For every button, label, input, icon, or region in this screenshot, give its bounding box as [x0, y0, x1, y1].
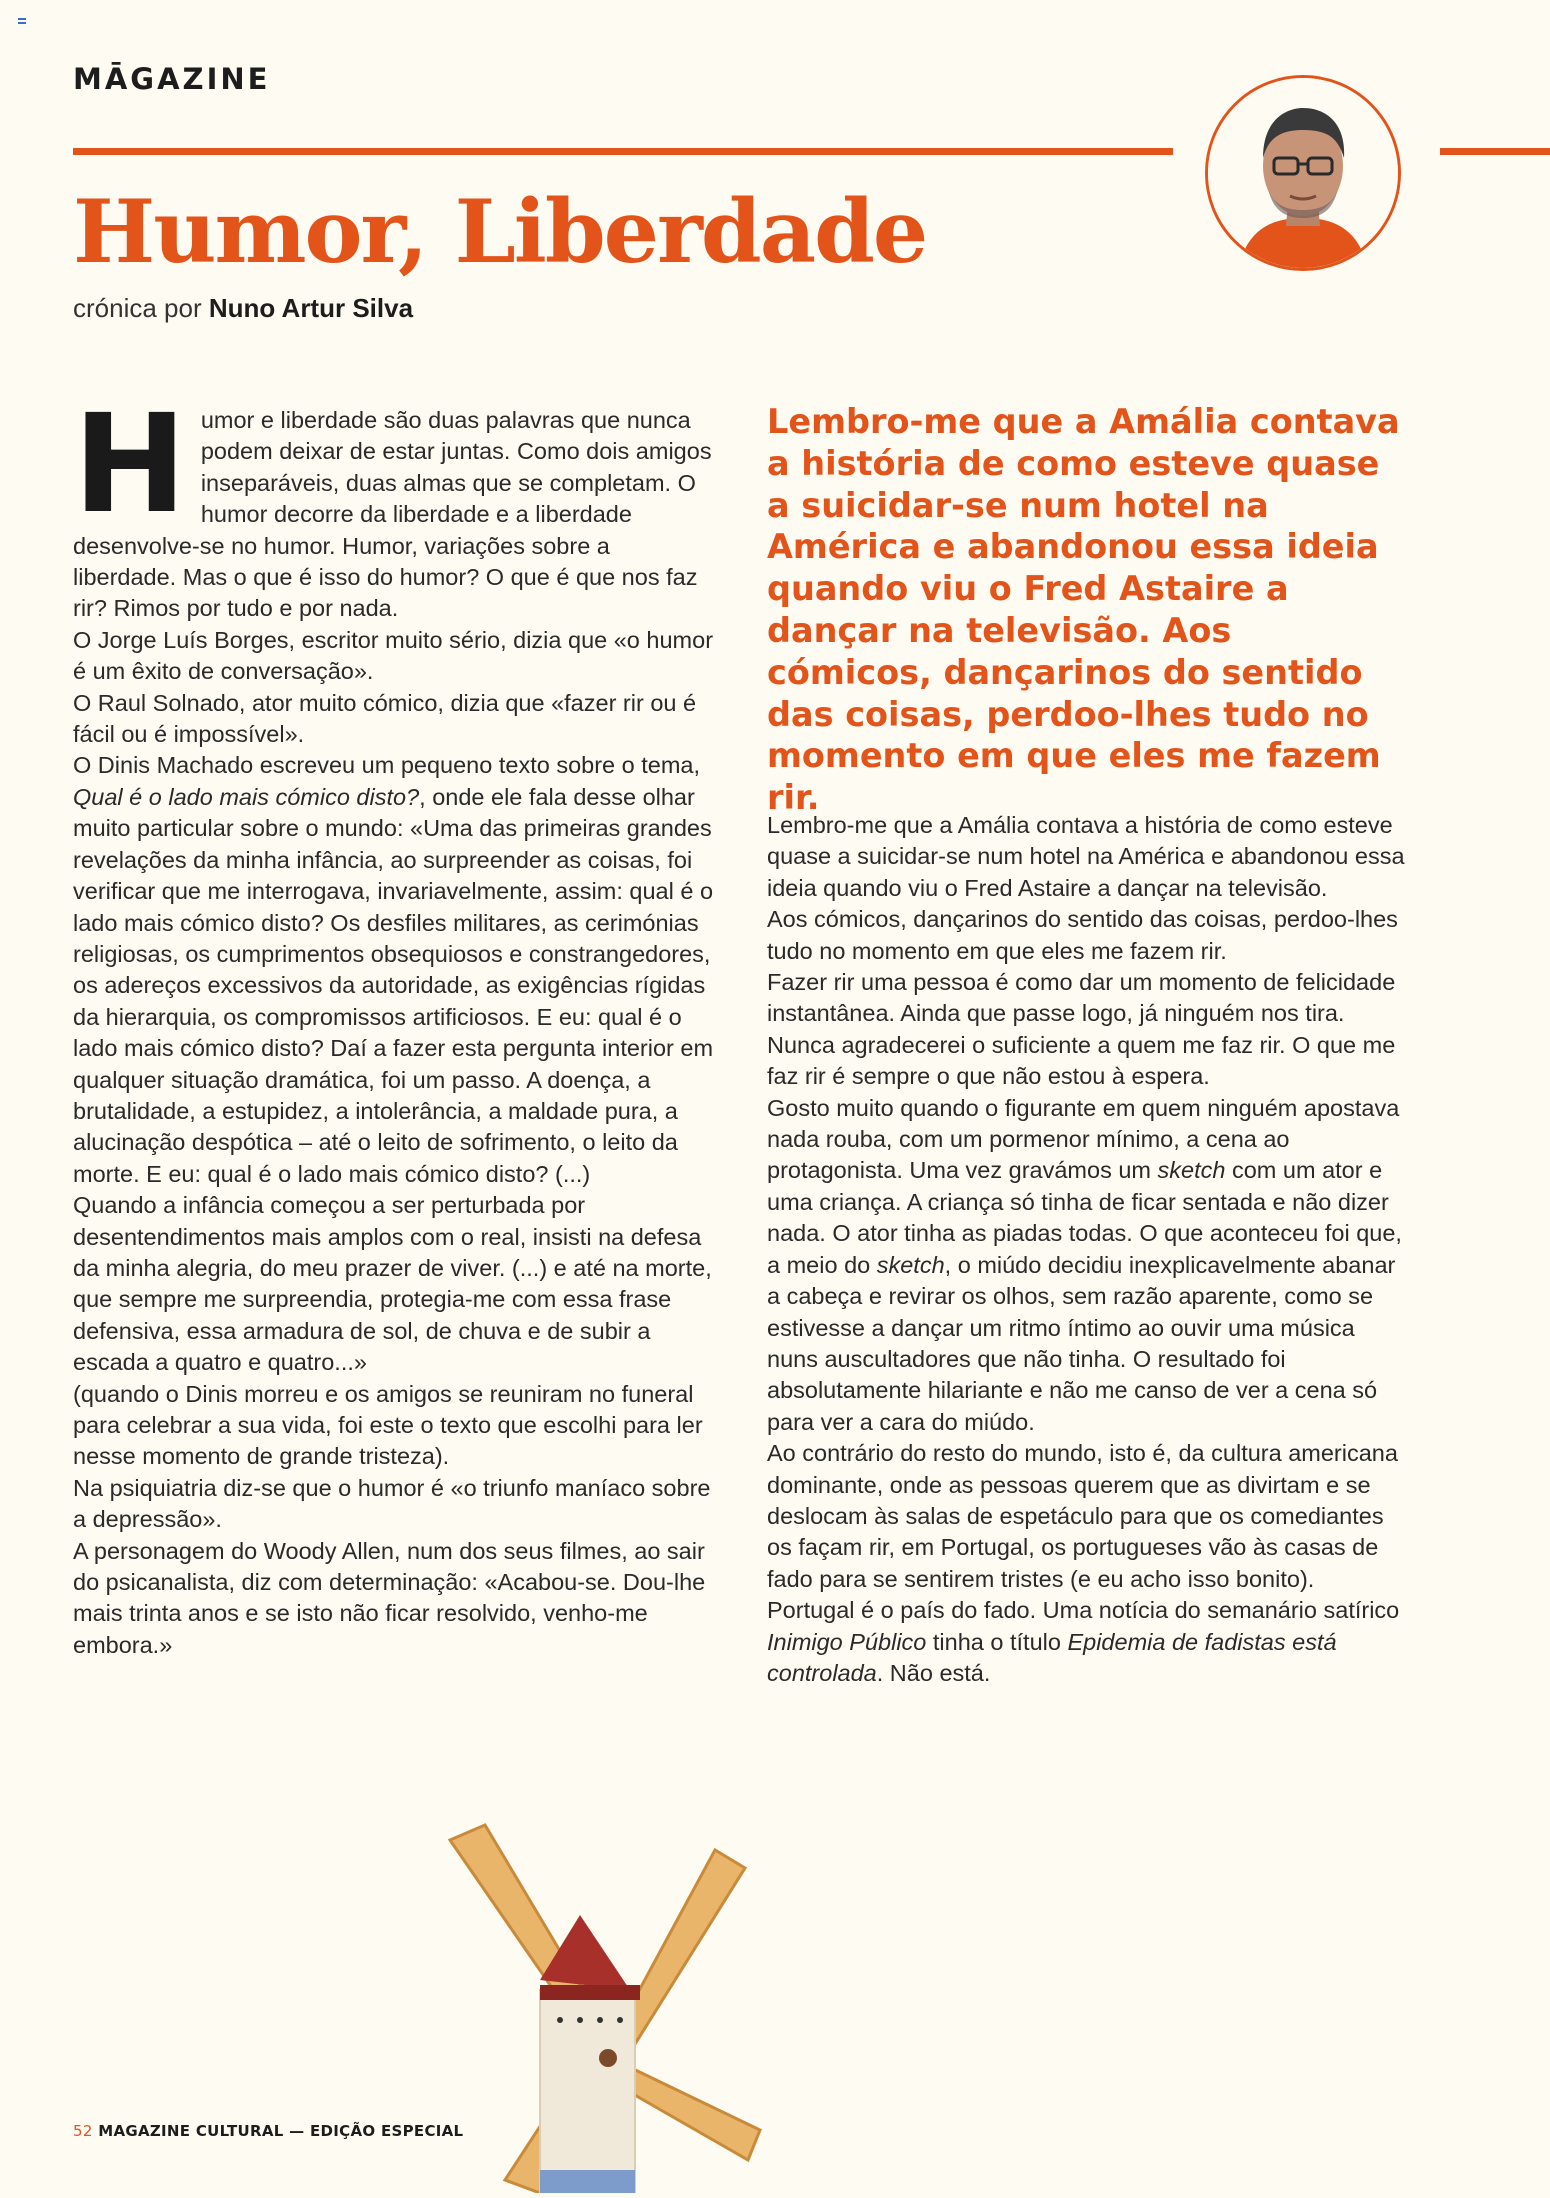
article-column-right	[767, 810, 1407, 1689]
page-number: 52	[73, 2122, 93, 2140]
drop-cap: H	[73, 386, 187, 544]
paragraph: Aos cómicos, dançarinos do sentido das coisas, perdoo-lhes tudo no momento em que eles me fazem rir.	[767, 906, 1398, 964]
masthead-logo: MĀGAZINE	[73, 62, 271, 96]
pull-quote: Lembro-me que a Amália contava a história de como esteve quase a suicidar-se num hotel na América e abandonou essa ideia quando viu o Fred Astaire a dançar na televisão. Aos cómicos, dançarinos do sentido das coisas, perdoo-lhes tudo no momento em que eles me fazem rir.	[767, 402, 1400, 818]
byline	[73, 293, 413, 324]
paragraph: Fazer rir uma pessoa é como dar um momento de felicidade instantânea. Ainda que passe logo, já ninguém nos tira.	[767, 969, 1396, 1027]
paragraph: Portugal é o país do fado. Uma notícia do semanário satírico Inimigo Público tinha o título Epidemia de fadistas está controlada. Não está.	[767, 1597, 1400, 1686]
paragraph: O Dinis Machado escreveu um pequeno texto sobre o tema, Qual é o lado mais cómico disto?, onde ele fala desse olhar muito particular sobre o mundo: «Uma das primeiras grandes revelações da minha infância, ao surpreender as coisas, foi verificar que me interrogava, invariavelmente, assim: qual é o lado mais cómico disto? Os desfiles militares, as cerimónias religiosas, os cumprimentos obsequiosos e constrangedores, os adereços excessivos da autoridade, as exigências rígidas da hierarquia, os compromissos artificiosos. E eu: qual é o lado mais cómico disto? Daí a fazer esta pergunta interior em qualquer situação dramática, foi um passo. A doença, a brutalidade, a estupidez, a intolerância, a maldade pura, a alucinação despótica – até o leito de sofrimento, o leito da morte. E eu: qual é o lado mais cómico disto? (...)	[73, 752, 714, 1187]
publication-title: Inimigo Público	[767, 1628, 927, 1655]
paragraph: (quando o Dinis morreu e os amigos se reuniram no funeral para celebrar a sua vida, foi este o texto que escolhi para ler nesse momento de grande tristeza).	[73, 1380, 703, 1470]
book-title: Qual é o lado mais cómico disto?	[73, 783, 420, 810]
paragraph: A personagem do Woody Allen, num dos seus filmes, ao sair do psicanalista, diz com determinação: «Acabou-se. Dou-lhe mais trinta anos e se isto não ficar resolvido, venho-me embora.»	[73, 1537, 706, 1658]
paragraph: O Jorge Luís Borges, escritor muito sério, dizia que «o humor é um êxito de conversação».	[73, 626, 714, 685]
windmill-icon	[430, 1820, 770, 2193]
paragraph: Gosto muito quando o figurante em quem ninguém apostava nada rouba, com um pormenor mínimo, a cena ao protagonista. Uma vez gravámos um sketch com um ator e uma criança. A criança só tinha de ficar sentada e não dizer nada. O ator tinha as piadas todas. O que aconteceu foi que, a meio do sketch, o miúdo decidiu inexplicavelmente abanar a cabeça e revirar os olhos, sem razão aparente, como se estivesse a dançar um ritmo íntimo ao ouvir uma música nuns auscultadores que não tinha. O resultado foi absolutamente hilariante e não me canso de ver a cena só para ver a cara do miúdo.	[767, 1094, 1402, 1435]
paragraph: Humor e liberdade são duas palavras que nunca podem deixar de estar juntas. Como dois amigos inseparáveis, duas almas que se completam. O humor decorre da liberdade e a liberdade desenvolve-se no humor. Humor, variações sobre a liberdade. Mas o que é isso do humor? O que é que nos faz rir? Rimos por tudo e por nada.	[73, 386, 712, 622]
byline-prefix: crónica por	[73, 293, 202, 323]
article-headline: Humor, Liberdade	[73, 180, 927, 283]
italic-term: sketch	[876, 1251, 945, 1278]
header-rule-right	[1440, 148, 1550, 155]
header-rule	[73, 148, 1173, 155]
headline-title: Epidemia de fadistas está controlada	[767, 1628, 1337, 1686]
paragraph: Ao contrário do resto do mundo, isto é, da cultura americana dominante, onde as pessoas querem que as divirtam e se deslocam às salas de espetáculo para que os comediantes os façam rir, em Portugal, os portugueses vão às casas de fado para se sentirem tristes (e eu acho isso bonito).	[767, 1440, 1398, 1592]
paragraph: Nunca agradecerei o suficiente a quem me faz rir. O que me faz rir é sempre o que não estou à espera.	[767, 1031, 1396, 1090]
footer-label: MAGAZINE CULTURAL — EDIÇÃO ESPECIAL	[98, 2122, 464, 2140]
page-footer	[73, 2122, 463, 2140]
paragraph: Quando a infância começou a ser perturbada por desentendimentos mais amplos com o real, insisti na defesa da minha alegria, do meu prazer de viver. (...) e até na morte, que sempre me surpreendia, protegia-me com essa frase defensiva, essa armadura de sol, de chuva e de subir a escada a quatro e quatro...»	[73, 1192, 712, 1376]
italic-term: sketch	[1157, 1157, 1226, 1184]
byline-author: Nuno Artur Silva	[208, 293, 414, 323]
paragraph: Na psiquiatria diz-se que o humor é «o triunfo maníaco sobre a depressão».	[73, 1474, 711, 1533]
author-portrait-icon	[1205, 75, 1401, 271]
paragraph: Lembro-me que a Amália contava a história de como esteve quase a suicidar-se num hotel na América e abandonou essa ideia quando viu o Fred Astaire a dançar na televisão.	[767, 812, 1405, 901]
corner-mark	[18, 18, 26, 26]
article-column-left	[73, 386, 718, 1661]
paragraph: O Raul Solnado, ator muito cómico, dizia que «fazer rir ou é fácil ou é impossível».	[73, 689, 697, 748]
